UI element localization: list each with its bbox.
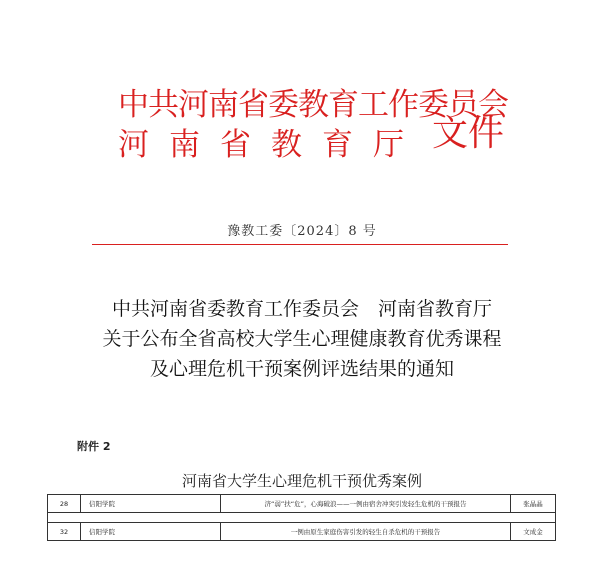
letterhead-issuer-line1: 中共河南省委教育工作委员会: [118, 87, 508, 123]
notice-title-line1: 中共河南省委教育工作委员会 河南省教育厅: [111, 298, 492, 320]
letterhead-char: 育: [322, 127, 353, 163]
red-divider: [92, 244, 508, 245]
table-title: 河南省大学生心理危机干预优秀案例: [181, 472, 422, 490]
table-row: [48, 494, 555, 513]
table-row: [48, 522, 555, 541]
document-number: 豫教工委〔2024〕8 号: [227, 224, 377, 239]
row-school: 信阳学院: [81, 495, 221, 512]
letterhead-char: 厅: [373, 127, 404, 163]
letterhead-issuer-line2: [118, 126, 404, 164]
row-school: 信阳学院: [81, 523, 221, 540]
row-number: 32: [48, 523, 81, 540]
letterhead-char: 南: [169, 127, 200, 163]
row-author: 文成金: [523, 528, 543, 536]
letterhead-char: 河: [118, 127, 149, 163]
notice-title-line3: 及心理危机干预案例评选结果的通知: [149, 358, 454, 380]
case-table: [47, 494, 556, 541]
notice-title-line2: 关于公布全省高校大学生心理健康教育优秀课程: [102, 328, 502, 350]
letterhead-char: 省: [220, 127, 251, 163]
letterhead-char: 教: [271, 127, 302, 163]
letterhead-suffix: 文件: [432, 113, 505, 154]
row-case-name: 济“弱”扶“危”，心海破浪——一例由宿舍冲突引发轻生危机的干预报告: [221, 495, 511, 512]
attachment-label: 附件 2: [77, 440, 111, 453]
row-case-name: 一例由原生家庭伤害引发的轻生自杀危机的干预报告: [221, 523, 511, 540]
notice-title: [0, 294, 604, 384]
row-number: 28: [48, 495, 81, 512]
row-author: 张晶晶: [523, 500, 543, 508]
